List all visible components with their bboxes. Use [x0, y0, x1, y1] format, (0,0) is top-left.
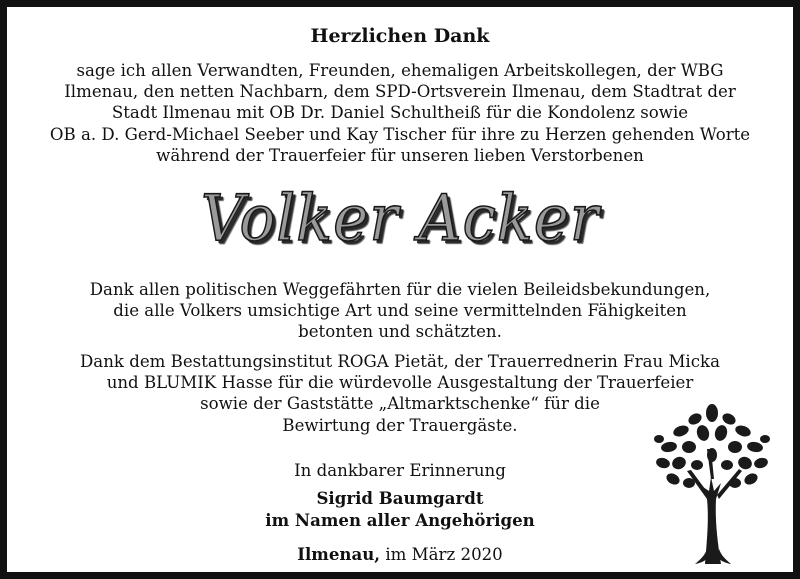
tree-icon [647, 399, 777, 564]
intro-line: Stadt Ilmenau mit OB Dr. Daniel Schultheiß für die Kondolenz sowie [111, 103, 689, 123]
signatory-name: Sigrid Baumgardt [316, 488, 484, 508]
intro-line: Ilmenau, den netten Nachbarn, dem SPD-Ortsverein Ilmenau, dem Stadtrat der [64, 82, 736, 102]
notice-title: Herzlichen Dank [310, 25, 490, 47]
political-thanks-line: Dank allen politischen Weggefährten für die vielen Beileidsbekundungen, [89, 280, 711, 299]
intro-line: während der Trauerfeier für unseren lieben Verstorbenen [156, 145, 644, 165]
intro-line: sage ich allen Verwandten, Freunden, ehemaligen Arbeitskollegen, der WBG [76, 61, 724, 80]
deceased-name: Volker Acker [200, 182, 600, 256]
closing-phrase: In dankbarer Erinnerung [294, 461, 506, 480]
intro-paragraph [7, 60, 793, 166]
date-text: im März 2020 [385, 545, 503, 564]
services-thanks-line: und BLUMIK Hasse für die würdevolle Ausgestaltung der Trauerfeier [106, 373, 694, 393]
services-thanks-line: Bewirtung der Trauergäste. [282, 415, 518, 435]
deceased-name-block [7, 179, 793, 259]
services-thanks-line: sowie der Gaststätte „Altmarktschenke“ für die [200, 394, 600, 414]
services-thanks-line: Dank dem Bestattungsinstitut ROGA Pietät, der Trauerrednerin Frau Micka [80, 352, 720, 371]
intro-line: OB a. D. Gerd-Michael Seeber und Kay Tischer für ihre zu Herzen gehenden Worte [49, 124, 751, 144]
place-name: Ilmenau, [297, 544, 381, 564]
political-thanks-line: die alle Volkers umsichtige Art und seine vermittelnden Fähigkeiten [113, 301, 687, 321]
political-thanks-line: betonten und schätzten. [298, 322, 502, 342]
signatory-note: im Namen aller Angehörigen [265, 509, 535, 530]
political-thanks-paragraph [7, 279, 793, 343]
